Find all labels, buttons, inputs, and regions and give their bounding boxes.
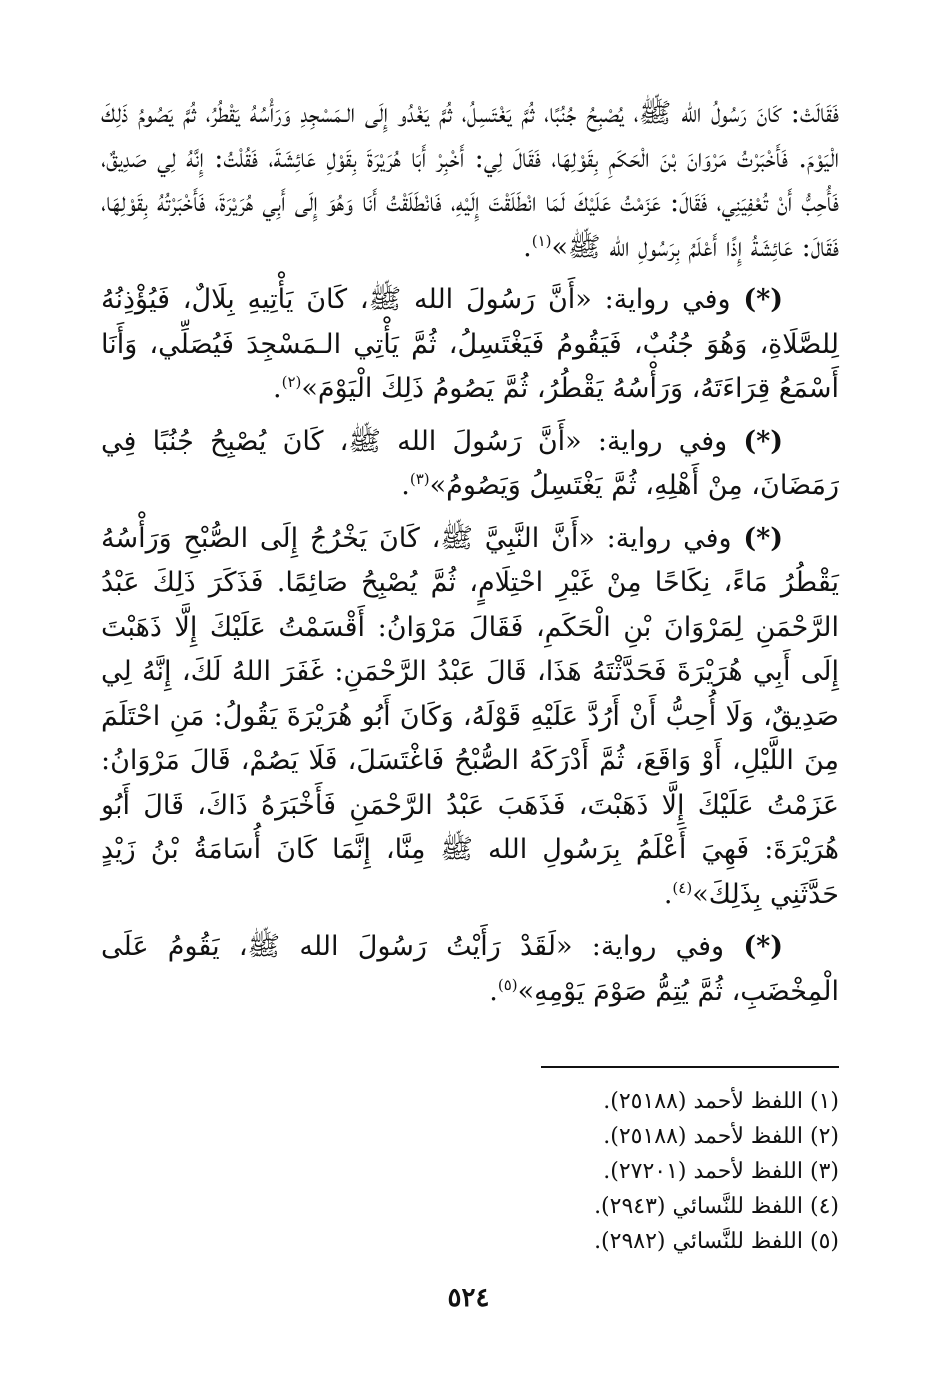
paragraph-text: «أَنَّ النَّبِيَّ ﷺ، كَانَ يَخْرُجُ إِلَى الصُّبْحِ وَرَأْسُهُ يَقْطُرُ مَاءً، نِكَاحًا مِنْ غَيْرِ احْتِلَامٍ، ثُمَّ يُصْبِحُ صَائِمًا. فَذَكَرَ ذَلِكَ عَبْدُ الرَّحْمَنِ لِمَرْوَانَ بْنِ الْحَكَمِ، فَقَالَ مَرْوَانُ: أَقْسَمْتُ عَلَيْكَ إِلَّا ذَهَبْتَ إِلَى أَبِي هُرَيْرَةَ فَحَدَّثْتَهُ هَذَا، قَالَ عَبْدُ الرَّحْمَنِ: غَفَرَ اللهُ لَكَ، إِنَّهُ لِي صَدِيقٌ، وَلَا أُحِبُّ أَنْ أَرُدَّ عَلَيْهِ قَوْلَهُ، وَكَانَ أَبُو هُرَيْرَةَ يَقُولُ: مَنِ احْتَلَمَ مِنَ اللَّيْلِ، أَوْ وَاقَعَ، ثُمَّ أَدْرَكَهُ الصُّبْحُ فَاغْتَسَلَ، فَلَا يَصُمْ، قَالَ مَرْوَانُ: عَزَمْتُ عَلَيْكَ إِلَّا ذَهَبْتَ، فَذَهَبَ عَبْدُ الرَّحْمَنِ فَأَخْبَرَهُ ذَاكَ، قَالَ أَبُو هُرَيْرَةَ: فَهِيَ أَعْلَمُ بِرَسُولِ الله ﷺ مِنَّا، إِنَّمَا كَانَ أُسَامَةُ بْنُ زَيْدٍ حَدَّثَنِي بِذَلِكَ» <box>101 522 839 910</box>
footnote-reference: (٥) <box>497 975 518 994</box>
paragraph-text: «أَنَّ رَسُولَ الله ﷺ، كَانَ يُصْبِحُ جُنُبًا فِي رَمَضَانَ، مِنْ أَهْلِهِ، ثُمَّ يَغْتَسِلُ وَيَصُومُ» <box>101 425 839 501</box>
main-text-block <box>101 92 839 1022</box>
footnote-separator <box>541 1066 839 1068</box>
text-paragraph <box>101 92 839 270</box>
narration-intro: وفي رواية: <box>604 284 731 315</box>
paragraph-marker: (*) <box>743 425 783 457</box>
paragraph-end: . <box>663 878 673 910</box>
footnote-item: (١) اللفظ لأحمد (٢٥١٨٨). <box>603 1089 839 1114</box>
footnote-item: (٣) اللفظ لأحمد (٢٧٢٠١). <box>603 1159 839 1184</box>
narration-intro: وفي رواية: <box>591 931 725 962</box>
footnote-item: (٢) اللفظ لأحمد (٢٥١٨٨). <box>603 1124 839 1149</box>
paragraph-end: . <box>489 975 498 1007</box>
footnotes-list <box>101 1084 839 1259</box>
text-paragraph <box>101 420 839 509</box>
text-paragraph <box>101 278 839 412</box>
footnote-reference: (٣) <box>409 470 430 488</box>
page-number: ٥٢٤ <box>447 1283 490 1313</box>
paragraph-marker: (*) <box>743 931 783 962</box>
paragraph-end: . <box>272 373 282 404</box>
paragraph-end: . <box>523 231 532 263</box>
footnote-item: (٥) اللفظ للنَّسائي (٢٩٨٢). <box>594 1229 839 1254</box>
paragraph-end: . <box>401 470 410 501</box>
footnote-item: (٤) اللفظ للنَّسائي (٢٩٤٣). <box>594 1194 839 1219</box>
narration-intro: وفي رواية: <box>597 425 728 457</box>
footnote-reference: (١) <box>531 231 552 250</box>
paragraph-marker: (*) <box>743 284 783 315</box>
paragraph-text: «لَقَدْ رَأَيْتُ رَسُولَ الله ﷺ، يَقُومُ عَلَى الْمِخْضَبِ، ثُمَّ يُتِمُّ صَوْمَ يَوْمِهِ» <box>101 931 839 1007</box>
paragraph-text: فَقَالَتْ: كَانَ رَسُولُ الله ﷺ، يُصْبِحُ جُنُبًا، ثُمَّ يَغْتَسِلُ، ثُمَّ يَغْدُو إِلَى الـمَسْجِدِ وَرَأْسُهُ يَقْطُرُ، ثُمَّ يَصُومُ ذَلِكَ الْيَوْمَ. فَأَخْبَرْتُ مَرْوَانَ بْنَ الْحَكَمِ بِقَوْلِهَا، فَقَالَ لِي: أَخْبِرْ أَبَا هُرَيْرَةَ بِقَوْلِ عَائِشَةَ، فَقُلْتُ: إِنَّهُ لِي صَدِيقٌ، فَأُحِبُّ أَنْ تُعْفِيَنِي، فَقَالَ: عَزَمْتُ عَلَيْكَ لَمَا انْطَلَقْتَ إِلَيْهِ، فَانْطَلَقْتُ أَنَا وَهُوَ إِلَى أَبِي هُرَيْرَةَ، فَأَخْبَرْتُهُ بِقَوْلِهَا، فَقَالَ: عَائِشَةُ إِذًا أَعْلَمُ بِرَسُولِ الله ﷺ» <box>101 98 839 263</box>
text-paragraph <box>101 517 839 918</box>
paragraph-marker: (*) <box>743 522 784 554</box>
paragraph-text: «أَنَّ رَسُولَ الله ﷺ، كَانَ يَأْتِيهِ بِلَالٌ، فَيُؤْذِنُهُ لِلصَّلَاةِ، وَهُوَ جُنُبٌ، فَيَقُومُ فَيَغْتَسِلُ، ثُمَّ يَأْتِي الـمَسْجِدَ فَيُصَلِّي، وَأَنَا أَسْمَعُ قِرَاءَتَهُ، وَرَأْسُهُ يَقْطُرُ، ثُمَّ يَصُومُ ذَلِكَ الْيَوْمَ» <box>101 284 839 404</box>
narration-intro: وفي رواية: <box>606 522 732 554</box>
footnote-reference: (٤) <box>672 878 693 897</box>
footnote-reference: (٢) <box>281 373 302 391</box>
text-paragraph <box>101 925 839 1014</box>
